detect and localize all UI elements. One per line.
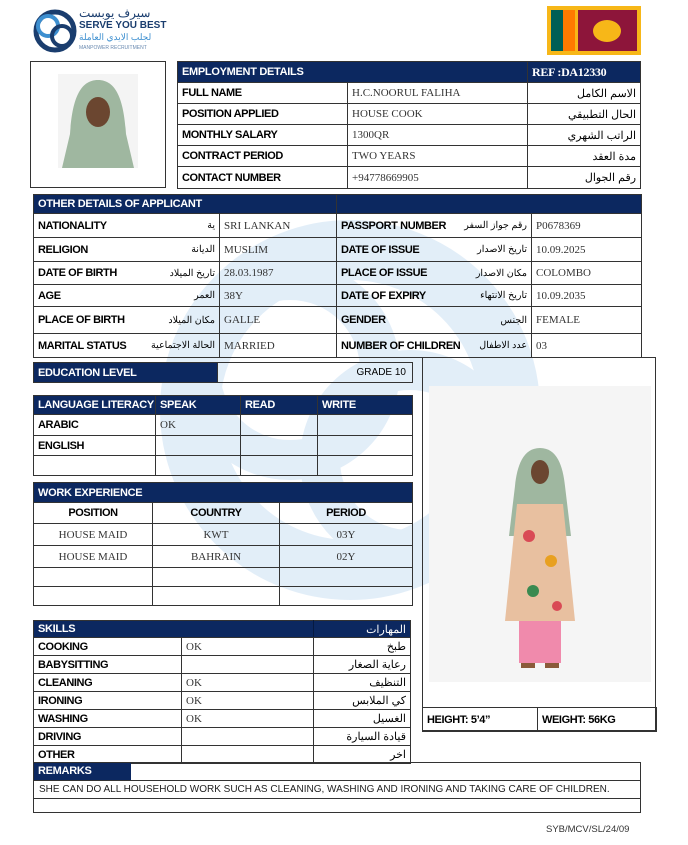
language-name: ARABIC — [34, 415, 156, 436]
field-value: 03 — [532, 334, 642, 358]
height-value: HEIGHT: 5’4” — [423, 708, 538, 732]
read-value — [241, 456, 318, 476]
field-label-cell — [34, 262, 220, 285]
table-row — [34, 587, 413, 606]
field-label-cell — [34, 307, 220, 334]
skill-name: COOKING — [34, 638, 182, 656]
language-table — [33, 395, 413, 476]
education-table — [33, 362, 413, 383]
applicant-full-photo-frame — [422, 357, 656, 731]
document-code: SYB/MCV/SL/24/09 — [546, 824, 630, 835]
table-row — [178, 83, 641, 104]
field-label-ar: ية — [207, 220, 215, 231]
skill-name-ar: اخر — [314, 746, 411, 764]
period-cell: 03Y — [280, 524, 413, 546]
field-label: DATE OF ISSUE — [341, 243, 420, 256]
table-row — [178, 167, 641, 189]
work-experience-title: WORK EXPERIENCE — [34, 483, 413, 503]
ref-number: REF :DA12330 — [528, 62, 641, 83]
field-value: GALLE — [220, 307, 337, 334]
skill-name: BABYSITTING — [34, 656, 182, 674]
employment-title: EMPLOYMENT DETAILS — [178, 62, 528, 83]
salary-value: 1300QR — [348, 125, 528, 146]
remarks-box — [33, 762, 641, 813]
field-label: DATE OF EXPIRY — [341, 289, 426, 302]
table-row — [34, 436, 413, 456]
sri-lanka-flag-icon — [547, 6, 641, 55]
skill-value: OK — [182, 692, 314, 710]
field-label-ar: عدد الاطفال — [479, 340, 527, 351]
field-label: CONTACT NUMBER — [178, 167, 348, 189]
applicant-full-photo — [429, 386, 651, 682]
field-label: PLACE OF ISSUE — [341, 267, 428, 279]
language-name — [34, 456, 156, 476]
field-label: PASSPORT NUMBER — [341, 219, 447, 232]
other-details-row — [33, 237, 642, 262]
height-weight-table — [422, 707, 657, 732]
field-label: MONTHLY SALARY — [178, 125, 348, 146]
field-label-ar: رقم الجوال — [528, 167, 641, 189]
field-label-ar: الحالة الاجتماعية — [151, 340, 215, 351]
skill-name-ar: رعاية الصغار — [314, 656, 411, 674]
position-cell — [34, 587, 153, 606]
other-details-row — [33, 333, 642, 358]
write-value — [318, 415, 413, 436]
table-row — [34, 568, 413, 587]
period-cell — [280, 587, 413, 606]
field-value: 28.03.1987 — [220, 262, 337, 285]
skill-value — [182, 728, 314, 746]
skills-title-ar: المهارات — [314, 621, 411, 638]
skills-table — [33, 620, 411, 638]
field-label-ar: تاريخ الانتهاء — [480, 290, 527, 301]
field-label-cell — [337, 334, 532, 358]
other-details-table — [33, 194, 642, 214]
company-logo — [33, 6, 173, 56]
field-label-cell — [34, 238, 220, 262]
position-cell: HOUSE MAID — [34, 524, 153, 546]
field-value: COLOMBO — [532, 262, 642, 285]
field-label-ar: الحال التطبيقي — [528, 104, 641, 125]
table-row — [178, 104, 641, 125]
position-value: HOUSE COOK — [348, 104, 528, 125]
field-value: SRI LANKAN — [220, 214, 337, 238]
weight-value: WEIGHT: 56KG — [538, 708, 657, 732]
field-label-cell — [34, 214, 220, 238]
field-label-ar: رقم جواز السفر — [464, 220, 527, 231]
col-header: POSITION — [34, 503, 153, 524]
field-label-cell — [337, 285, 532, 307]
col-header: SPEAK — [156, 396, 241, 415]
field-label-ar: الجنس — [500, 314, 527, 326]
field-value: 10.09.2035 — [532, 285, 642, 307]
field-label: CONTRACT PERIOD — [178, 146, 348, 167]
field-label: MARITAL STATUS — [38, 339, 127, 352]
skill-name: OTHER — [34, 746, 182, 764]
skill-name-ar: طبخ — [314, 638, 411, 656]
table-row — [34, 415, 413, 436]
applicant-portrait-photo — [58, 74, 138, 168]
table-row — [178, 146, 641, 167]
skill-name-ar: التنظيف — [314, 674, 411, 692]
col-header: WRITE — [318, 396, 413, 415]
field-label-cell — [337, 238, 532, 262]
read-value — [241, 436, 318, 456]
field-value: MARRIED — [220, 334, 337, 358]
country-cell: BAHRAIN — [153, 546, 280, 568]
field-label-cell — [337, 262, 532, 285]
other-details-row — [33, 306, 642, 334]
field-label: RELIGION — [38, 243, 88, 256]
full-name-value: H.C.NOORUL FALIHA — [348, 83, 528, 104]
field-label: FULL NAME — [178, 83, 348, 104]
country-cell: KWT — [153, 524, 280, 546]
education-value: GRADE 10 — [218, 363, 413, 383]
field-label-cell — [34, 285, 220, 307]
table-row — [34, 456, 413, 476]
table-row — [178, 125, 641, 146]
country-cell — [153, 568, 280, 587]
applicant-portrait-frame — [30, 61, 166, 188]
field-label: GENDER — [341, 314, 386, 326]
field-label-ar: العمر — [194, 290, 215, 301]
field-value: FEMALE — [532, 307, 642, 334]
other-details-title: OTHER DETAILS OF APPLICANT — [34, 195, 337, 214]
field-value: 10.09.2025 — [532, 238, 642, 262]
field-label-ar: تاريخ الميلاد — [169, 267, 215, 279]
read-value — [241, 415, 318, 436]
contact-value: +94778669905 — [348, 167, 528, 189]
field-label-ar: الاسم الكامل — [528, 83, 641, 104]
field-label-cell — [337, 307, 532, 334]
field-label-ar: تاريخ الاصدار — [477, 244, 527, 255]
skill-row — [33, 727, 411, 746]
col-header: COUNTRY — [153, 503, 280, 524]
logo-arabic: سيرف يوبست — [79, 6, 151, 20]
education-title: EDUCATION LEVEL — [34, 363, 218, 383]
employment-details-table — [177, 61, 641, 189]
write-value — [318, 436, 413, 456]
position-cell: HOUSE MAID — [34, 546, 153, 568]
field-label-cell — [34, 334, 220, 358]
field-label-ar: مدة العقد — [528, 146, 641, 167]
write-value — [318, 456, 413, 476]
other-details-row — [33, 284, 642, 307]
table-row — [34, 524, 413, 546]
skill-name: WASHING — [34, 710, 182, 728]
speak-value — [156, 436, 241, 456]
skill-name-ar: قيادة السيارة — [314, 728, 411, 746]
contract-value: TWO YEARS — [348, 146, 528, 167]
field-label-ar: مكان الميلاد — [168, 314, 215, 326]
field-label: NATIONALITY — [38, 219, 107, 232]
field-label-ar: الديانة — [191, 244, 215, 255]
work-experience-table — [33, 482, 413, 606]
skill-value: OK — [182, 674, 314, 692]
skill-name-ar: الغسيل — [314, 710, 411, 728]
logo-knot-icon — [33, 8, 77, 54]
field-value: 38Y — [220, 285, 337, 307]
language-name: ENGLISH — [34, 436, 156, 456]
col-header: PERIOD — [280, 503, 413, 524]
col-header: READ — [241, 396, 318, 415]
skill-row — [33, 673, 411, 692]
country-cell — [153, 587, 280, 606]
skill-row — [33, 637, 411, 656]
table-row — [34, 546, 413, 568]
field-label: POSITION APPLIED — [178, 104, 348, 125]
header-blank — [337, 195, 642, 214]
skill-row — [33, 709, 411, 728]
other-details-row — [33, 261, 642, 285]
other-details-row — [33, 213, 642, 238]
speak-value — [156, 456, 241, 476]
field-value: P0678369 — [532, 214, 642, 238]
skill-name-ar: كي الملابس — [314, 692, 411, 710]
speak-value: OK — [156, 415, 241, 436]
logo-tagline: MANPOWER RECRUITMENT — [79, 45, 147, 51]
field-value: MUSLIM — [220, 238, 337, 262]
skill-name: DRIVING — [34, 728, 182, 746]
skill-value: OK — [182, 638, 314, 656]
field-label: NUMBER OF CHILDREN — [341, 339, 461, 352]
field-label-ar: مكان الاصدار — [475, 267, 527, 279]
field-label: PLACE OF BIRTH — [38, 314, 125, 326]
skill-value — [182, 746, 314, 764]
field-label-cell — [337, 214, 532, 238]
col-header: LANGUAGE LITERACY — [34, 396, 156, 415]
skill-name: CLEANING — [34, 674, 182, 692]
skill-value — [182, 656, 314, 674]
logo-arabic-sub: لجلب الايدي العاملة — [79, 32, 152, 42]
position-cell — [34, 568, 153, 587]
skill-row — [33, 655, 411, 674]
skill-row — [33, 691, 411, 710]
skill-value: OK — [182, 710, 314, 728]
field-label: DATE OF BIRTH — [38, 267, 117, 279]
period-cell: 02Y — [280, 546, 413, 568]
skill-name: IRONING — [34, 692, 182, 710]
field-label-ar: الراتب الشهري — [528, 125, 641, 146]
remarks-title: REMARKS — [34, 763, 131, 780]
logo-name: SERVE YOU BEST — [79, 20, 167, 31]
remarks-text: SHE CAN DO ALL HOUSEHOLD WORK SUCH AS CLEANING, WASHING AND IRONING AND TAKING CARE OF CHILDREN. — [34, 780, 640, 799]
skills-title: SKILLS — [34, 621, 314, 638]
period-cell — [280, 568, 413, 587]
field-label: AGE — [38, 289, 61, 302]
